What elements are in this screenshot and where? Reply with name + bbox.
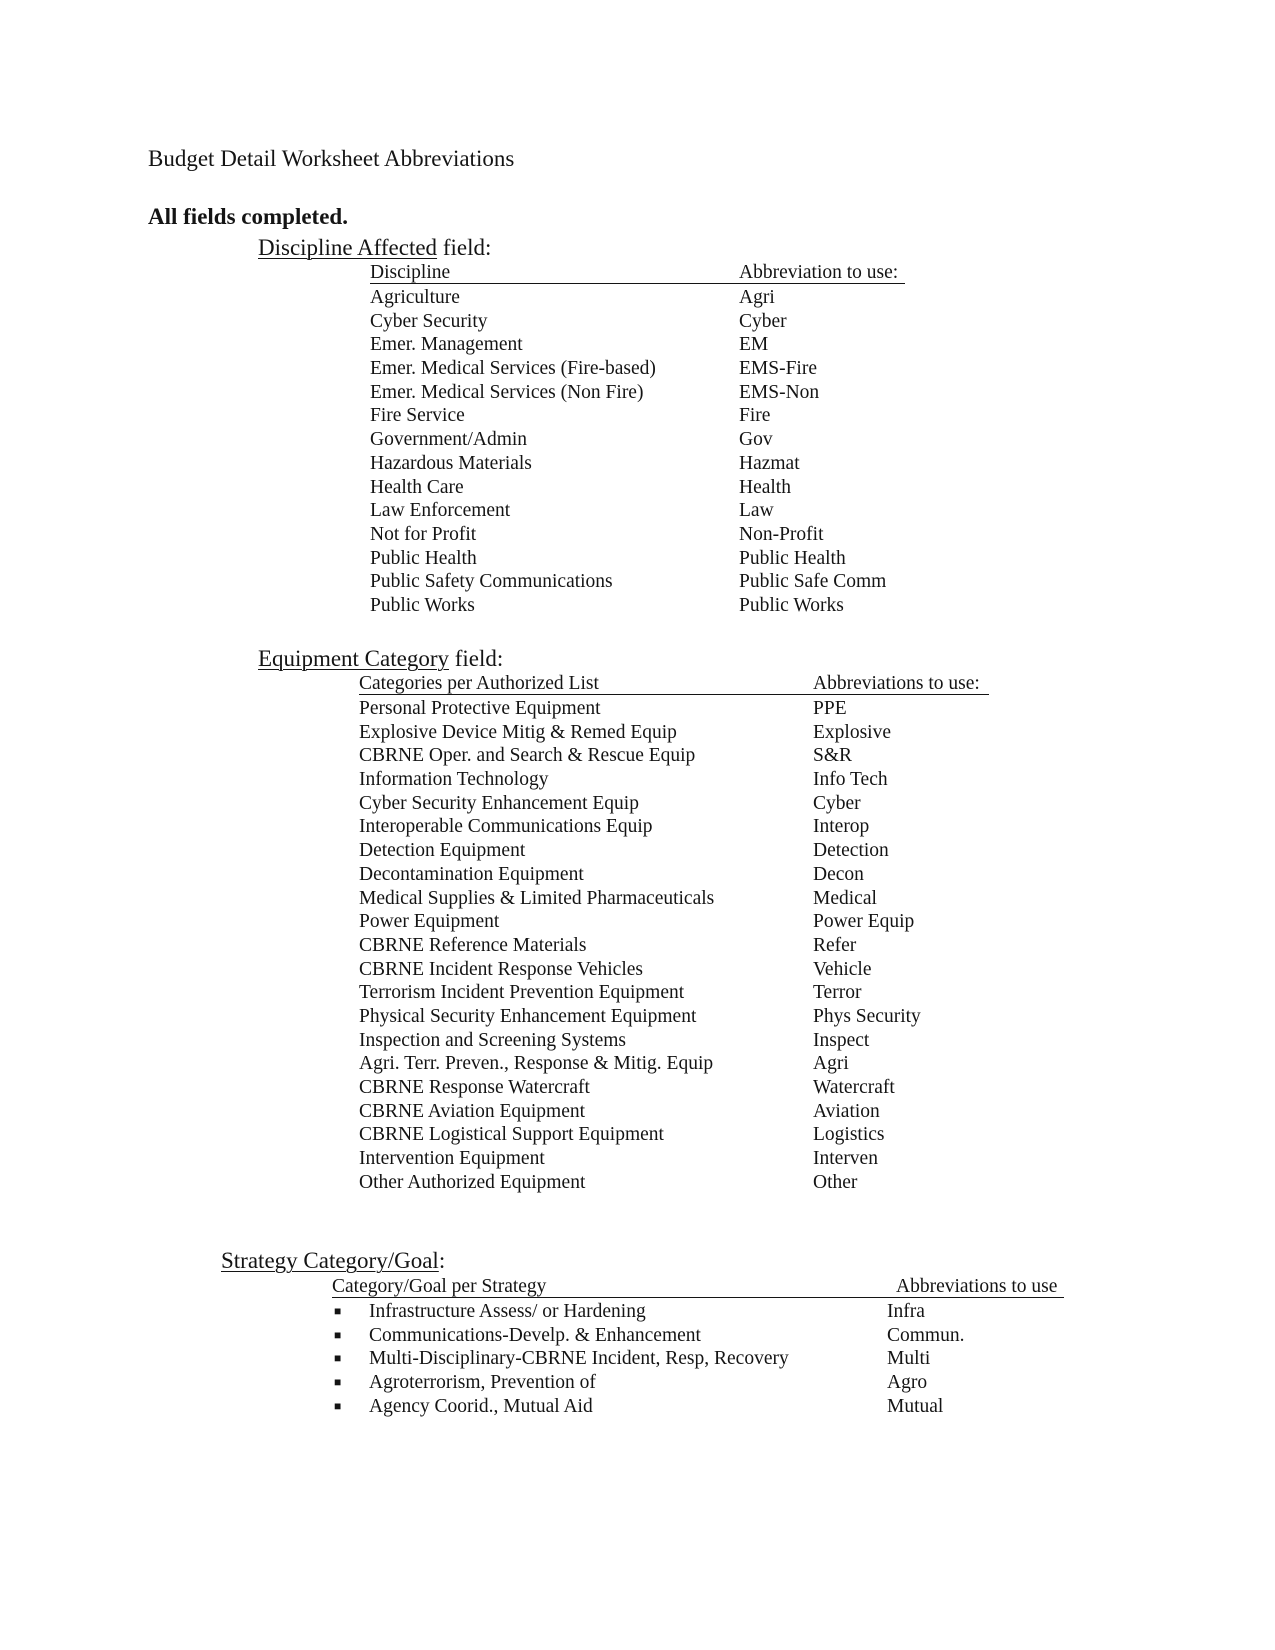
bullet-icon: ■ — [334, 1398, 342, 1413]
equipment-name: Inspection and Screening Systems — [359, 1029, 626, 1051]
bullet-icon: ■ — [334, 1327, 342, 1342]
equipment-row — [359, 910, 989, 934]
equipment-abbreviation: Interop — [813, 816, 870, 838]
equipment-abbreviation: Decon — [813, 863, 864, 885]
equipment-abbreviation: Interven — [813, 1148, 878, 1170]
discipline-row — [370, 428, 905, 452]
strategy-table — [332, 1276, 1064, 1418]
equipment-row — [359, 1123, 989, 1147]
discipline-name: Government/Admin — [370, 429, 528, 451]
strategy-name: Agroterrorism, Prevention of — [369, 1372, 596, 1394]
discipline-name: Emer. Medical Services (Fire-based) — [370, 358, 656, 380]
equipment-name: Medical Supplies & Limited Pharmaceuticals — [359, 887, 715, 909]
discipline-name: Not for Profit — [370, 523, 477, 545]
equipment-row — [359, 815, 989, 839]
equipment-abbreviation: Phys Security — [813, 1005, 921, 1027]
equipment-name: Power Equipment — [359, 911, 500, 933]
discipline-abbreviation: Fire — [739, 405, 771, 427]
bullet-icon: ■ — [334, 1375, 342, 1390]
equipment-row — [359, 792, 989, 816]
equipment-col-header: Categories per Authorized List — [359, 673, 599, 694]
equipment-name: CBRNE Incident Response Vehicles — [359, 958, 643, 980]
equipment-row — [359, 1100, 989, 1124]
document-subtitle: All fields completed. — [148, 204, 348, 229]
discipline-abbreviation: Gov — [739, 429, 773, 451]
equipment-row — [359, 887, 989, 911]
discipline-section-heading — [258, 235, 491, 261]
discipline-row — [370, 286, 905, 310]
equipment-row — [359, 981, 989, 1005]
strategy-abbreviation: Multi — [887, 1348, 931, 1370]
equipment-abbreviation: Inspect — [813, 1029, 870, 1051]
equipment-name: CBRNE Response Watercraft — [359, 1077, 590, 1098]
equipment-row — [359, 863, 989, 887]
equipment-name: Personal Protective Equipment — [359, 698, 601, 719]
strategy-row — [332, 1371, 1064, 1395]
equipment-name: Decontamination Equipment — [359, 863, 584, 885]
equipment-heading-underlined: Equipment Category — [258, 646, 449, 671]
equipment-row — [359, 839, 989, 863]
discipline-heading-rest: field: — [437, 235, 492, 260]
equipment-row — [359, 721, 989, 745]
discipline-row — [370, 547, 905, 571]
discipline-heading-underlined: Discipline Affected — [258, 235, 438, 260]
equipment-name: Other Authorized Equipment — [359, 1171, 586, 1193]
discipline-abbreviation: Public Health — [739, 547, 846, 569]
equipment-name: Interoperable Communications Equip — [359, 816, 653, 838]
strategy-heading-rest: : — [438, 1248, 446, 1273]
discipline-name: Emer. Management — [370, 334, 523, 356]
discipline-abbreviation: Non-Profit — [739, 523, 824, 545]
equipment-abbreviation: Other — [813, 1171, 858, 1193]
equipment-abbreviation: Vehicle — [813, 958, 872, 980]
equipment-name: Explosive Device Mitig & Remed Equip — [359, 721, 677, 743]
discipline-col-header: Discipline — [370, 262, 451, 283]
equipment-abbreviation: Agri — [813, 1053, 849, 1075]
bullet-icon: ■ — [334, 1351, 342, 1366]
bullet-icon: ■ — [334, 1304, 342, 1318]
equipment-abbreviation: S&R — [813, 745, 853, 767]
equipment-abbreviation: Detection — [813, 840, 889, 862]
discipline-row — [370, 357, 905, 381]
equipment-name: CBRNE Logistical Support Equipment — [359, 1124, 664, 1146]
equipment-row — [359, 768, 989, 792]
equipment-row — [359, 1171, 989, 1195]
discipline-abbr-col-header: Abbreviation to use: — [739, 262, 899, 283]
discipline-name: Public Health — [370, 547, 477, 569]
equipment-row — [359, 934, 989, 958]
strategy-section-heading — [221, 1248, 445, 1274]
equipment-row — [359, 1147, 989, 1171]
discipline-row — [370, 523, 905, 547]
discipline-name: Emer. Medical Services (Non Fire) — [370, 381, 644, 403]
strategy-abbreviation: Commun. — [887, 1324, 965, 1346]
equipment-row — [359, 1076, 989, 1100]
strategy-abbreviation: Infra — [887, 1301, 925, 1322]
strategy-row — [332, 1300, 1064, 1324]
discipline-name: Hazardous Materials — [370, 452, 532, 474]
equipment-name: Detection Equipment — [359, 840, 526, 862]
equipment-abbr-col-header: Abbreviations to use: — [813, 673, 980, 694]
equipment-table — [359, 673, 989, 1194]
equipment-abbreviation: Medical — [813, 887, 877, 909]
equipment-row — [359, 1029, 989, 1053]
discipline-abbreviation: Law — [739, 500, 774, 522]
discipline-name: Cyber Security — [370, 310, 488, 332]
equipment-abbreviation: Aviation — [813, 1100, 880, 1122]
discipline-table-header — [370, 262, 905, 284]
discipline-name: Health Care — [370, 476, 464, 498]
strategy-name: Agency Coorid., Mutual Aid — [369, 1395, 593, 1417]
equipment-name: Intervention Equipment — [359, 1148, 545, 1170]
strategy-row — [332, 1324, 1064, 1348]
equipment-row — [359, 958, 989, 982]
equipment-abbreviation: PPE — [813, 698, 847, 719]
discipline-row — [370, 452, 905, 476]
discipline-abbreviation: Public Safe Comm — [739, 571, 887, 593]
equipment-row — [359, 1052, 989, 1076]
equipment-table-header — [359, 673, 989, 695]
strategy-name: Communications-Develp. & Enhancement — [369, 1324, 701, 1346]
discipline-name: Fire Service — [370, 405, 465, 427]
equipment-abbreviation: Watercraft — [813, 1077, 895, 1098]
discipline-row — [370, 333, 905, 357]
strategy-row — [332, 1347, 1064, 1371]
equipment-section-heading — [258, 646, 503, 672]
discipline-row — [370, 381, 905, 405]
discipline-abbreviation: Agri — [739, 287, 775, 308]
discipline-abbreviation: Health — [739, 476, 791, 498]
discipline-row — [370, 570, 905, 594]
discipline-abbreviation: EMS-Non — [739, 381, 820, 403]
document-title: Budget Detail Worksheet Abbreviations — [148, 146, 515, 171]
strategy-abbreviation: Mutual — [887, 1395, 944, 1417]
strategy-abbr-col-header: Abbreviations to use — [896, 1276, 1058, 1297]
equipment-name: Information Technology — [359, 769, 549, 791]
discipline-table — [370, 262, 905, 618]
strategy-name: Multi-Disciplinary-CBRNE Incident, Resp, Recovery — [369, 1348, 789, 1370]
equipment-rows — [359, 697, 989, 1194]
discipline-abbreviation: EM — [739, 334, 769, 356]
equipment-abbreviation: Cyber — [813, 792, 861, 814]
equipment-abbreviation: Logistics — [813, 1124, 885, 1146]
equipment-abbreviation: Power Equip — [813, 911, 915, 933]
discipline-name: Law Enforcement — [370, 500, 511, 522]
equipment-name: Terrorism Incident Prevention Equipment — [359, 982, 685, 1004]
discipline-row — [370, 310, 905, 334]
discipline-abbreviation: Public Works — [739, 594, 844, 616]
discipline-name: Public Works — [370, 594, 475, 616]
equipment-row — [359, 744, 989, 768]
equipment-abbreviation: Info Tech — [813, 769, 888, 791]
equipment-abbreviation: Explosive — [813, 721, 891, 743]
strategy-rows — [332, 1300, 1064, 1418]
strategy-name: Infrastructure Assess/ or Hardening — [369, 1301, 646, 1322]
strategy-col-header: Category/Goal per Strategy — [332, 1276, 547, 1297]
equipment-abbreviation: Terror — [813, 982, 862, 1004]
equipment-name: CBRNE Oper. and Search & Rescue Equip — [359, 745, 696, 767]
equipment-name: Cyber Security Enhancement Equip — [359, 792, 639, 814]
strategy-row — [332, 1395, 1064, 1419]
equipment-name: Physical Security Enhancement Equipment — [359, 1005, 697, 1027]
discipline-row — [370, 476, 905, 500]
discipline-rows — [370, 286, 905, 618]
discipline-abbreviation: Hazmat — [739, 452, 800, 474]
equipment-row — [359, 1005, 989, 1029]
strategy-abbreviation: Agro — [887, 1372, 928, 1394]
strategy-table-header — [332, 1276, 1064, 1298]
equipment-name: CBRNE Reference Materials — [359, 934, 587, 956]
discipline-abbreviation: Cyber — [739, 310, 787, 332]
discipline-abbreviation: EMS-Fire — [739, 358, 817, 380]
discipline-name: Public Safety Communications — [370, 571, 613, 593]
discipline-row — [370, 594, 905, 618]
equipment-name: CBRNE Aviation Equipment — [359, 1100, 586, 1122]
discipline-row — [370, 404, 905, 428]
strategy-heading-underlined: Strategy Category/Goal — [221, 1248, 439, 1273]
equipment-abbreviation: Refer — [813, 934, 857, 956]
equipment-heading-rest: field: — [449, 646, 504, 671]
equipment-name: Agri. Terr. Preven., Response & Mitig. Equip — [359, 1053, 714, 1075]
equipment-row — [359, 697, 989, 721]
discipline-name: Agriculture — [370, 287, 460, 308]
discipline-row — [370, 499, 905, 523]
